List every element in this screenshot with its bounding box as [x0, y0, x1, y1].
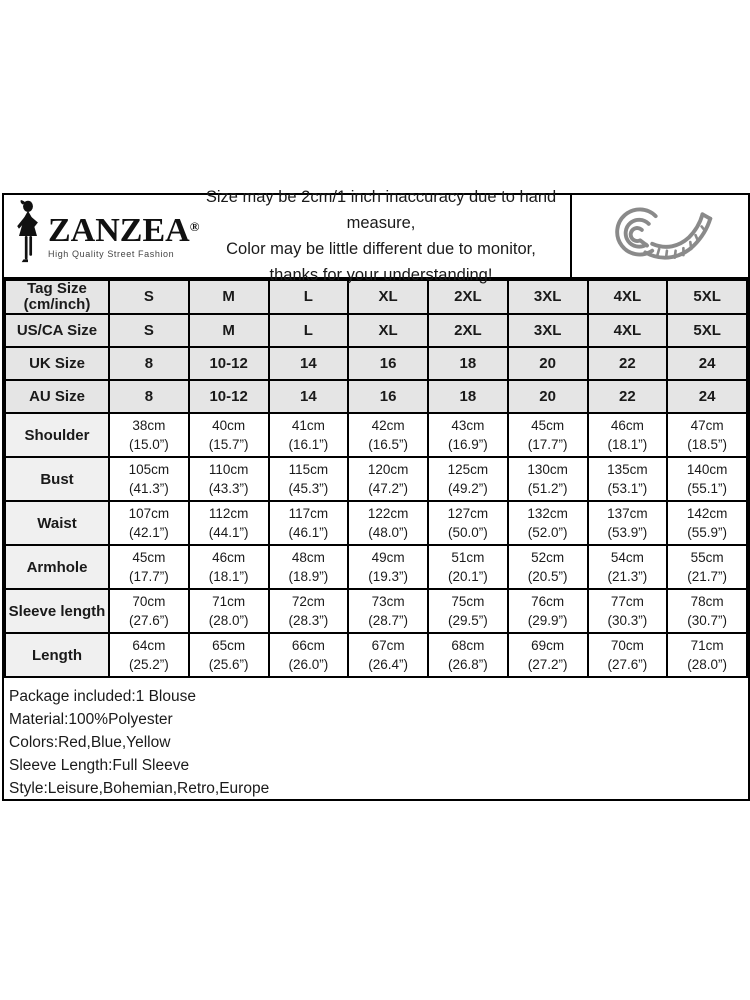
measurement-value-cell: 67cm (26.4”) — [348, 633, 428, 677]
size-value-cell: 16 — [348, 380, 428, 413]
measurement-value-cell: 64cm (25.2”) — [109, 633, 189, 677]
size-value-cell: 10-12 — [189, 347, 269, 380]
detail-line: Colors:Red,Blue,Yellow — [9, 734, 171, 751]
measurement-value-cell: 38cm (15.0”) — [109, 413, 189, 457]
registered-mark: ® — [189, 218, 200, 234]
size-value-cell: 8 — [109, 380, 189, 413]
size-value-cell: 8 — [109, 347, 189, 380]
size-value-cell: 4XL — [588, 314, 668, 347]
row-label: Bust — [5, 457, 109, 501]
detail-line: Package included:1 Blouse — [9, 688, 196, 705]
size-value-cell: 3XL — [508, 280, 588, 314]
detail-line: Style:Leisure,Bohemian,Retro,Europe — [9, 780, 270, 797]
measurement-value-cell: 77cm (30.3”) — [588, 589, 668, 633]
size-value-cell: 5XL — [667, 314, 747, 347]
disclaimer-line-1: Size may be 2cm/1 inch inaccuracy due to hand measure, — [205, 188, 557, 232]
size-table — [4, 279, 748, 678]
size-value-cell: 16 — [348, 347, 428, 380]
measurement-value-cell: 43cm (16.9”) — [428, 413, 508, 457]
measurement-value-cell: 71cm (28.0”) — [189, 589, 269, 633]
measurement-row — [5, 457, 747, 501]
row-label: Length — [5, 633, 109, 677]
measurement-value-cell: 41cm (16.1”) — [269, 413, 349, 457]
row-label: Armhole — [5, 545, 109, 589]
measurement-value-cell: 125cm (49.2”) — [428, 457, 508, 501]
size-value-cell: S — [109, 280, 189, 314]
disclaimer-line-2: Color may be little different due to monitor, — [226, 240, 536, 258]
row-label: Shoulder — [5, 413, 109, 457]
disclaimer-line-3: thanks for your understanding! — [269, 266, 493, 284]
size-chart-panel — [2, 188, 750, 801]
size-value-cell: 2XL — [428, 280, 508, 314]
size-value-cell: XL — [348, 314, 428, 347]
measurement-value-cell: 68cm (26.8”) — [428, 633, 508, 677]
woman-silhouette-icon — [10, 198, 46, 274]
measurement-value-cell: 70cm (27.6”) — [588, 633, 668, 677]
brand-logo — [4, 195, 200, 277]
disclaimer-text — [189, 188, 572, 284]
size-value-cell: 5XL — [667, 280, 747, 314]
measurement-value-cell: 69cm (27.2”) — [508, 633, 588, 677]
brand-tagline: High Quality Street Fashion — [48, 248, 175, 259]
measurement-value-cell: 122cm (48.0”) — [348, 501, 428, 545]
detail-line: Sleeve Length:Full Sleeve — [9, 757, 190, 774]
measurement-value-cell: 132cm (52.0”) — [508, 501, 588, 545]
measurement-value-cell: 110cm (43.3”) — [189, 457, 269, 501]
size-value-cell: 24 — [667, 347, 747, 380]
header-band — [4, 188, 748, 284]
row-label: Tag Size (cm/inch) — [5, 280, 109, 314]
measurement-value-cell: 48cm (18.9”) — [269, 545, 349, 589]
measurement-value-cell: 142cm (55.9”) — [667, 501, 747, 545]
row-label: AU Size — [5, 380, 109, 413]
size-value-cell: XL — [348, 280, 428, 314]
measurement-value-cell: 117cm (46.1”) — [269, 501, 349, 545]
measurement-row — [5, 633, 747, 677]
measurement-value-cell: 140cm (55.1”) — [667, 457, 747, 501]
size-value-cell: 20 — [508, 380, 588, 413]
measurement-value-cell: 51cm (20.1”) — [428, 545, 508, 589]
measurement-value-cell: 42cm (16.5”) — [348, 413, 428, 457]
measurement-value-cell: 135cm (53.1”) — [588, 457, 668, 501]
measurement-row — [5, 413, 747, 457]
size-value-cell: 14 — [269, 347, 349, 380]
detail-line: Material:100%Polyester — [9, 711, 173, 728]
size-value-cell: 2XL — [428, 314, 508, 347]
measurement-value-cell: 70cm (27.6”) — [109, 589, 189, 633]
size-value-cell: M — [189, 314, 269, 347]
measurement-value-cell: 45cm (17.7”) — [109, 545, 189, 589]
measurement-value-cell: 105cm (41.3”) — [109, 457, 189, 501]
measurement-value-cell: 47cm (18.5”) — [667, 413, 747, 457]
measuring-tape-icon — [572, 195, 748, 277]
row-label: UK Size — [5, 347, 109, 380]
measurement-value-cell: 52cm (20.5”) — [508, 545, 588, 589]
size-value-cell: 22 — [588, 347, 668, 380]
size-table-body — [5, 280, 747, 677]
measurement-value-cell: 127cm (50.0”) — [428, 501, 508, 545]
brand-name: ZANZEA® — [48, 211, 200, 249]
measurement-row — [5, 589, 747, 633]
size-value-cell: S — [109, 314, 189, 347]
measurement-value-cell: 54cm (21.3”) — [588, 545, 668, 589]
measurement-value-cell: 55cm (21.7”) — [667, 545, 747, 589]
measurement-value-cell: 71cm (28.0”) — [667, 633, 747, 677]
measurement-value-cell: 73cm (28.7”) — [348, 589, 428, 633]
row-label: Sleeve length — [5, 589, 109, 633]
measurement-value-cell: 40cm (15.7”) — [189, 413, 269, 457]
measurement-value-cell: 107cm (42.1”) — [109, 501, 189, 545]
size-system-row — [5, 380, 747, 413]
measurement-value-cell: 130cm (51.2”) — [508, 457, 588, 501]
size-value-cell: 3XL — [508, 314, 588, 347]
size-value-cell: M — [189, 280, 269, 314]
size-value-cell: 18 — [428, 380, 508, 413]
size-value-cell: 14 — [269, 380, 349, 413]
size-value-cell: 20 — [508, 347, 588, 380]
measurement-row — [5, 501, 747, 545]
measurement-value-cell: 115cm (45.3”) — [269, 457, 349, 501]
size-value-cell: 18 — [428, 347, 508, 380]
measurement-value-cell: 78cm (30.7”) — [667, 589, 747, 633]
size-value-cell: L — [269, 280, 349, 314]
measurement-value-cell: 76cm (29.9”) — [508, 589, 588, 633]
row-label: US/CA Size — [5, 314, 109, 347]
size-value-cell: 10-12 — [189, 380, 269, 413]
product-details — [4, 678, 748, 799]
measurement-row — [5, 545, 747, 589]
measurement-value-cell: 46cm (18.1”) — [189, 545, 269, 589]
size-system-row — [5, 314, 747, 347]
measurement-value-cell: 49cm (19.3”) — [348, 545, 428, 589]
size-value-cell: 24 — [667, 380, 747, 413]
measurement-value-cell: 120cm (47.2”) — [348, 457, 428, 501]
measurement-value-cell: 46cm (18.1”) — [588, 413, 668, 457]
size-value-cell: L — [269, 314, 349, 347]
size-value-cell: 4XL — [588, 280, 668, 314]
measurement-value-cell: 137cm (53.9”) — [588, 501, 668, 545]
row-label: Waist — [5, 501, 109, 545]
measurement-value-cell: 66cm (26.0”) — [269, 633, 349, 677]
measurement-value-cell: 45cm (17.7”) — [508, 413, 588, 457]
size-value-cell: 22 — [588, 380, 668, 413]
measurement-value-cell: 65cm (25.6”) — [189, 633, 269, 677]
measurement-value-cell: 112cm (44.1”) — [189, 501, 269, 545]
size-system-row — [5, 347, 747, 380]
measurement-value-cell: 75cm (29.5”) — [428, 589, 508, 633]
measurement-value-cell: 72cm (28.3”) — [269, 589, 349, 633]
